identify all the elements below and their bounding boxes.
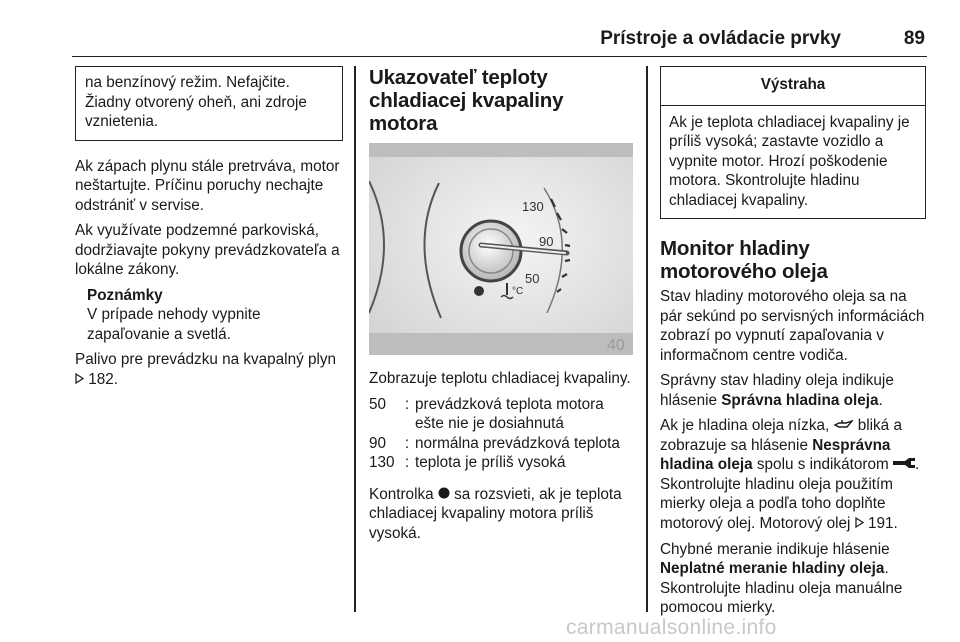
- paragraph-text: Palivo pre prevádzku na kvapalný plyn: [75, 351, 337, 368]
- coolant-temperature-gauge-image: [369, 143, 633, 355]
- legend-separator: :: [404, 454, 410, 471]
- paragraph-text: . Skontrolujte hladinu oleja manuálne pomocou mierky.: [660, 560, 903, 617]
- paragraph: Stav hladiny motorového oleja sa na pár sekúnd po servisných informáciách zobrazí po vypnutí zapaľovania v informačnom centre vodiča.: [660, 288, 925, 364]
- paragraph: Ak využívate podzemné parkoviská, dodržiavajte pokyny prevádzkovateľa a lokálne zákony.: [75, 222, 340, 278]
- wrench-icon: [893, 455, 915, 475]
- warning-text: Ak je teplota chladiacej kvapaliny je príliš vysoká; zastavte vozidlo a vypnite motor. Hrozí poškodenie motora. Skontrolujte hladinu chladiacej kvapaliny.: [669, 113, 910, 209]
- legend-key: 90: [369, 434, 387, 452]
- legend-separator: :: [404, 434, 410, 452]
- message-text: Správna hladina oleja: [721, 391, 879, 409]
- gauge-label-130: 130: [522, 199, 544, 214]
- paragraph-text: . Skontrolujte hladinu oleja použitím mierky oleja a podľa toho doplňte motorový olej. Motorový olej: [660, 456, 920, 532]
- page-reference-arrow-icon: [75, 370, 84, 390]
- paragraph-text: .: [878, 391, 883, 409]
- legend-text: normálna prevádzková teplota: [415, 434, 620, 452]
- note-title: Poznámky: [87, 286, 163, 304]
- legend-key: 130: [369, 454, 395, 471]
- legend-text: prevádzková teplota motora ešte nie je dosiahnutá: [415, 395, 604, 432]
- paragraph-text: Ak je hladina oleja nízka,: [660, 417, 830, 434]
- paragraph: Zobrazuje teplotu chladiacej kvapaliny.: [369, 370, 631, 387]
- note-text: V prípade nehody vypnite zapaľovanie a svetlá.: [87, 306, 261, 343]
- watermark: carmanualsonline.info: [566, 616, 777, 639]
- page-reference[interactable]: 191.: [867, 514, 898, 532]
- legend-text: teplota je príliš vysoká: [415, 454, 566, 471]
- legend-row: [369, 453, 633, 473]
- message-text: Nesprávna hladina oleja: [660, 436, 891, 474]
- column-divider: [354, 66, 356, 612]
- paragraph: [660, 371, 926, 410]
- paragraph-text: spolu s indikátorom: [756, 456, 889, 474]
- message-text: Neplatné meranie hladiny oleja: [660, 560, 885, 578]
- oil-can-icon: [833, 416, 853, 436]
- warning-box-continued: [75, 66, 343, 141]
- legend-row: [369, 434, 633, 454]
- warning-light-dot-icon: [438, 485, 450, 505]
- section-heading: Ukazovateľ teploty chladiacej kvapaliny motora: [369, 66, 564, 135]
- warning-box-text: na benzínový režim. Nefajčite. Žiadny otvorený oheň, ani zdroje vznietenia.: [85, 74, 307, 130]
- gauge-label-50: 50: [525, 271, 540, 286]
- page-reference[interactable]: 182.: [88, 370, 119, 388]
- warning-title: Výstraha: [661, 67, 925, 106]
- column-divider: [646, 66, 648, 612]
- page-reference-arrow-icon: [855, 514, 864, 534]
- legend-row: [369, 395, 633, 434]
- legend-table: [369, 395, 633, 473]
- paragraph-text: Správny stav hladiny oleja indikuje hlásenie: [660, 372, 894, 409]
- page-header: [72, 26, 927, 57]
- note: [75, 286, 343, 345]
- paragraph: [660, 540, 926, 618]
- column-right: [660, 66, 926, 624]
- legend-key: 50: [369, 395, 387, 413]
- legend-separator: :: [404, 395, 410, 413]
- gauge-label-90: 90: [539, 234, 554, 249]
- paragraph-text: bliká a zobrazuje sa hlásenie: [660, 417, 902, 454]
- warning-box: [660, 66, 926, 219]
- column-left: [75, 66, 343, 395]
- warning-light-dot-icon: [474, 286, 484, 296]
- paragraph: Ak zápach plynu stále pretrváva, motor neštartujte. Príčinu poruchy nechajte odstrániť v servise.: [75, 157, 340, 214]
- page-number: 89: [903, 28, 925, 49]
- page-title: Prístroje a ovládacie prvky: [600, 28, 841, 49]
- column-middle: [369, 66, 633, 549]
- paragraph: [660, 416, 926, 534]
- paragraph-text: Chybné meranie indikuje hlásenie: [660, 540, 890, 558]
- paragraph-text: Kontrolka: [369, 485, 434, 503]
- paragraph: [369, 485, 633, 544]
- gauge-unit: °C: [512, 286, 524, 297]
- section-heading: Monitor hladiny motorového oleja: [660, 237, 828, 283]
- paragraph: [75, 350, 343, 389]
- paragraph-text: sa rozsvieti, ak je teplota chladiacej kvapaliny motora príliš vysoká.: [369, 485, 622, 542]
- gauge-edge-label: 40: [607, 337, 625, 354]
